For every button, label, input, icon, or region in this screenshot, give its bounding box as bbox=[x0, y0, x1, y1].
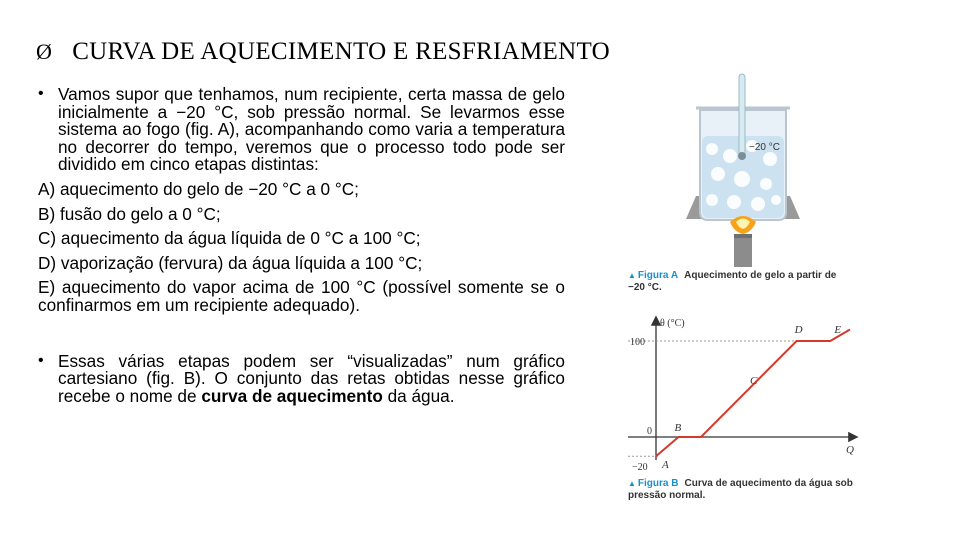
slide-title-text: CURVA DE AQUECIMENTO E RESFRIAMENTO bbox=[72, 38, 610, 65]
slide-title bbox=[36, 38, 610, 66]
bullet-intro-text: Vamos supor que tenhamos, num recipiente, certa massa de gelo inicialmente a −20 °C, sob pressão normal. Se levarmos esse sistema ao fogo (fig. A), acompanhando como varia a temperatura no decorrer do tempo, veremos que o processo todo pode ser dividido em cinco etapas distintas: bbox=[58, 84, 565, 175]
figure-b-chart bbox=[620, 312, 865, 474]
y-tick-label: 0 bbox=[647, 426, 652, 437]
point-label-d: D bbox=[794, 324, 803, 336]
thermometer-reading: −20 °C bbox=[749, 142, 780, 153]
chart-axes bbox=[628, 318, 856, 460]
thermometer bbox=[739, 74, 745, 156]
y-tick-label: −20 bbox=[632, 462, 648, 474]
bullet-dot-icon: • bbox=[38, 351, 44, 369]
arrow-bullet-icon: Ø bbox=[36, 39, 53, 64]
chart-guides bbox=[628, 341, 797, 456]
list-item-d: D) vaporização (fervura) da água líquida a 100 °C; bbox=[38, 252, 423, 273]
bold-term: curva de aquecimento bbox=[201, 385, 383, 406]
x-axis-label: Q bbox=[846, 444, 854, 456]
bullet-graph-text: Essas várias etapas podem ser “visualizadas” num gráfico cartesiano (fig. B). O conjunto das retas obtidas nesse gráfico recebe o nome de curva de aquecimento da água. bbox=[58, 350, 565, 406]
list-item-b: B) fusão do gelo a 0 °C; bbox=[38, 203, 221, 224]
y-tick-label: 100 bbox=[630, 337, 645, 348]
list-item-e: E) aquecimento do vapor acima de 100 °C (possível somente se o confinarmos em um recipiente adequado). bbox=[38, 277, 565, 315]
point-label-b: B bbox=[674, 422, 682, 434]
list-item-a: A) aquecimento do gelo de −20 °C a 0 °C; bbox=[38, 178, 359, 199]
burner bbox=[734, 234, 752, 267]
text-area bbox=[38, 86, 565, 405]
book-icon: ▲ bbox=[628, 271, 636, 280]
bullet-intro bbox=[38, 86, 565, 174]
book-icon: ▲ bbox=[628, 479, 636, 488]
figure-a-illustration bbox=[678, 74, 808, 269]
point-label-c: C bbox=[749, 375, 758, 388]
y-axis-label: θ (°C) bbox=[660, 318, 685, 329]
figure-a-caption: ▲ Figura A Aquecimento de gelo a partir de −20 °C. bbox=[628, 270, 837, 293]
list-item-c: C) aquecimento da água líquida de 0 °C a 100 °C; bbox=[38, 228, 421, 249]
bullet-dot-icon: • bbox=[38, 85, 44, 102]
figure-b-caption: ▲ Figura B Curva de aquecimento da água sob pressão normal. bbox=[628, 478, 853, 501]
point-label-e: E bbox=[834, 324, 842, 336]
point-label-a: A bbox=[662, 459, 669, 472]
bullet-graph bbox=[38, 350, 565, 406]
